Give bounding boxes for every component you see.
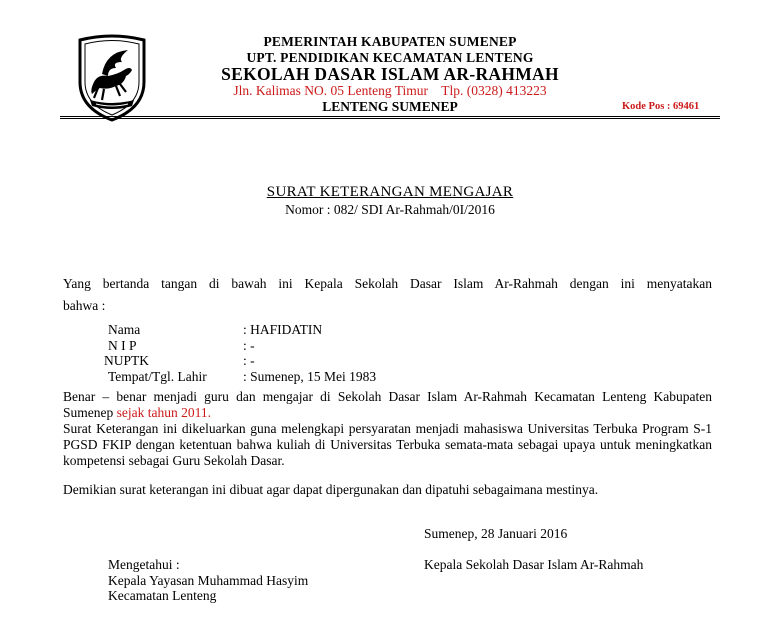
field-value-nuptk: : - xyxy=(243,353,255,368)
intro-line-1: Yang bertanda tangan di bawah ini Kepala Sekolah Dasar Islam Ar-Rahmah dengan ini menyatakan xyxy=(63,276,712,291)
field-label-birth: Tempat/Tgl. Lahir xyxy=(108,369,207,384)
left-sign-acknowledge: Mengetahui : xyxy=(108,557,180,572)
right-sign-title: Kepala Sekolah Dasar Islam Ar-Rahmah xyxy=(424,557,644,572)
kabupaten-logo-icon xyxy=(72,34,152,122)
header-divider-thin xyxy=(60,118,720,119)
left-sign-title: Kepala Yayasan Muhammad Hasyim xyxy=(108,573,309,588)
purpose-text: Surat Keterangan ini dikeluarkan guna melengkapi persyaratan menjadi mahasiswa Universitas Terbuka Program S-1 PGSD FKIP dengan ketentuan bahwa kuliah di Universitas Terbuka semata-mata sebagai upaya untuk meningkatkan kompetensi sebagai Guru Sekolah Dasar. xyxy=(63,421,712,468)
field-value-nip: : - xyxy=(243,338,255,353)
statement-since-year: sejak tahun 2011. xyxy=(116,405,211,420)
field-value-name: : HAFIDATIN xyxy=(243,322,323,337)
header-school-name: SEKOLAH DASAR ISLAM AR-RAHMAH xyxy=(221,64,559,84)
header-department: UPT. PENDIDIKAN KECAMATAN LENTENG xyxy=(246,50,534,65)
letter-title: SURAT KETERANGAN MENGAJAR xyxy=(266,184,514,200)
place-date: Sumenep, 28 Januari 2016 xyxy=(424,526,568,541)
left-sign-location: Kecamatan Lenteng xyxy=(108,588,217,603)
header-city: LENTENG SUMENEP xyxy=(322,99,458,114)
field-label-nip: N I P xyxy=(108,338,137,353)
closing-paragraph: Demikian surat keterangan ini dibuat agar dapat dipergunakan dan dipatuhi sebagaimana mestinya. xyxy=(63,482,599,497)
header-postal-code: Kode Pos : 69461 xyxy=(622,101,700,112)
intro-line-2: bahwa : xyxy=(63,298,106,313)
statement-text: Benar – benar menjadi guru dan mengajar di Sekolah Dasar Islam Ar-Rahmah Kecamatan Lenteng Kabupaten Sumenep xyxy=(63,389,712,420)
letter-number: Nomor : 082/ SDI Ar-Rahmah/0I/2016 xyxy=(285,202,495,217)
statement-paragraph xyxy=(63,389,712,469)
header-government: PEMERINTAH KABUPATEN SUMENEP xyxy=(263,34,517,49)
header-address: Jln. Kalimas NO. 05 Lenteng Timur Tlp. (0328) 413223 xyxy=(233,83,547,98)
field-value-birth: : Sumenep, 15 Mei 1983 xyxy=(243,369,377,384)
field-label-nuptk: NUPTK xyxy=(104,353,150,368)
field-label-name: Nama xyxy=(108,322,141,337)
header-divider-thick xyxy=(60,116,720,117)
